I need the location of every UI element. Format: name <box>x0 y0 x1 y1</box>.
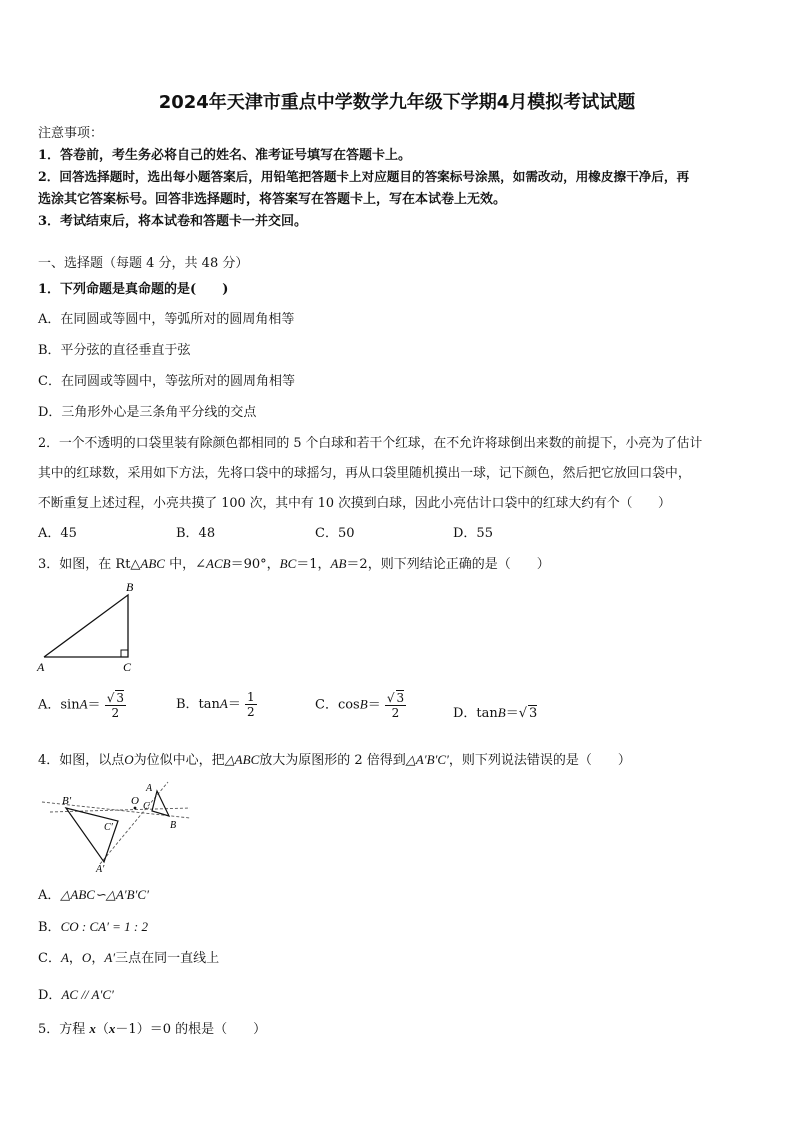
q1-option-c: C．在同圆或等圆中，等弦所对的圆周角相等 <box>38 374 295 389</box>
q4-label-c: C <box>143 801 150 812</box>
q4-label-a1: A′ <box>96 864 105 874</box>
q1-option-a: A．在同圆或等圆中，等弧所对的圆周角相等 <box>38 312 295 327</box>
q3-label-c: C <box>123 660 132 674</box>
q4-stem: 4．如图，以点O为位似中心，把△ABC放大为原图形的 2 倍得到△A′B′C′，则下列说法错误的是（ ） <box>38 752 631 768</box>
q4-label-o: O <box>131 795 139 807</box>
q4-option-b: B．CO : CA′ = 1 : 2 <box>38 919 149 935</box>
q3-option-d: D．tanB＝√ 3 <box>453 705 538 721</box>
q2-option-d: D．55 <box>453 526 493 541</box>
q4-option-a: A．△ABC∽△A′B′C′ <box>38 887 149 903</box>
notice-item-1: 1．答卷前，考生务必将自己的姓名、准考证号填写在答题卡上。 <box>38 148 412 163</box>
q4-option-d: D．AC // A′C′ <box>38 987 114 1003</box>
q4-label-c1: C′ <box>104 822 113 833</box>
q4-label-b1: B′ <box>62 795 72 807</box>
q4-option-c: C．A，O，A′三点在同一直线上 <box>38 950 220 966</box>
q2-option-b: B．48 <box>176 526 216 541</box>
q5-stem: 5．方程 x（x－1）＝0 的根是（ ） <box>38 1021 267 1037</box>
q4-label-a: A <box>146 783 153 794</box>
fraction: $\frac{√ 3}{2}$ <box>106 691 124 720</box>
notice-item-3: 3．考试结束后，将本试卷和答题卡一并交回。 <box>38 214 308 229</box>
q3-stem: 3．如图，在 Rt△ABC 中，∠ACB＝90°，BC＝1，AB＝2，则下列结论正确的是（ ） <box>38 556 550 572</box>
q1-option-d: D．三角形外心是三条角平分线的交点 <box>38 405 257 420</box>
fraction: $\frac{1}{2}$ <box>247 690 255 719</box>
q3-option-c: C．cosB＝ $\frac{√ 3}{2}$ <box>315 691 405 720</box>
q3-option-a: A．sinA＝ $\frac{√ 3}{2}$ <box>38 691 124 720</box>
q4-homothety-figure <box>40 778 200 874</box>
q1-option-b: B．平分弦的直径垂直于弦 <box>38 343 191 358</box>
q3-label-b: B <box>126 580 134 594</box>
q2-stem-line-3: 不断重复上述过程，小亮共摸了 100 次，其中有 10 次摸到白球，因此小亮估计口袋中的红球大约有个（ ） <box>38 496 671 511</box>
fraction: $\frac{√ 3}{2}$ <box>386 691 405 720</box>
q3-option-b: B．tanA＝ $\frac{1}{2}$ <box>176 690 255 719</box>
page-title: 2024年天津市重点中学数学九年级下学期4月模拟考试试题 <box>158 92 636 113</box>
section-heading: 一、选择题（每题 4 分，共 48 分） <box>38 256 249 271</box>
q3-triangle-figure <box>34 578 144 674</box>
q2-stem-line-1: 2．一个不透明的口袋里装有除颜色都相同的 5 个白球和若干个红球，在不允许将球倒出来数的前提下，小亮为了估计 <box>38 436 703 451</box>
q2-stem-line-2: 其中的红球数，采用如下方法，先将口袋中的球摇匀，再从口袋里随机摸出一球，记下颜色，然后把它放回口袋中， <box>38 466 691 481</box>
q3-label-a: A <box>37 660 45 674</box>
notice-item-2: 2．回答选择题时，选出每小题答案后，用铅笔把答题卡上对应题目的答案标号涂黑，如需改动，用橡皮擦干净后，再 <box>38 169 690 184</box>
notice-item-2-cont: 选涂其它答案标号。回答非选择题时，将答案写在答题卡上，写在本试卷上无效。 <box>38 192 507 207</box>
q1-stem: 1．下列命题是真命题的是( ) <box>38 282 229 297</box>
q2-option-a: A．45 <box>38 526 77 541</box>
notice-heading: 注意事项： <box>38 126 104 141</box>
q2-option-c: C．50 <box>315 526 355 541</box>
q4-label-b: B <box>170 820 177 831</box>
